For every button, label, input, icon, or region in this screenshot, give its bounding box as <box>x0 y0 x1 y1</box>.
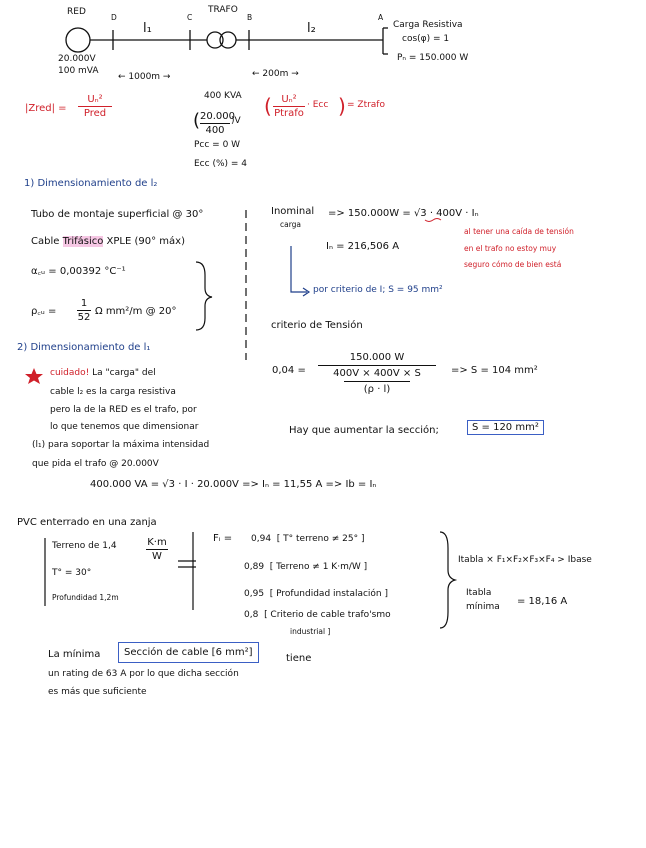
section1-heading: 1) Dimensionamiento de l₂ <box>24 178 158 189</box>
voltage-drop-denominator: 400V × 400V × S <box>333 368 421 379</box>
rho-denominator: 52 <box>77 312 91 323</box>
factor-1 <box>251 535 364 545</box>
carga-label: carga <box>280 220 302 229</box>
load-title: Carga Resistiva <box>393 20 463 30</box>
rho-cu-label: ρ꜀ᵤ = <box>31 306 57 317</box>
conclusion-line-3: es más que suficiente <box>48 687 147 697</box>
node-d: D <box>111 13 117 22</box>
ztrafo-ecc: · Ecc <box>307 100 329 110</box>
factor-4 <box>244 611 391 621</box>
factor-value: 0,95 <box>244 589 265 599</box>
caution-line-2: cable l₂ es la carga resistiva <box>50 387 176 397</box>
fraction-bar <box>344 381 410 382</box>
fraction-bar <box>318 365 436 366</box>
cable-type-highlight: Trifásico <box>62 236 104 247</box>
distance-l2: ← 200m → <box>252 69 299 79</box>
nominal-current-result: Iₙ = 216,506 A <box>326 241 400 252</box>
trafo-current-eq: 400.000 VA = √3 · I · 20.000V => Iₙ = 11,55 A => Ib = Iₙ <box>90 479 377 490</box>
ratio-fraction <box>200 111 235 136</box>
soil-resistivity: Terreno de 1,4 <box>52 541 117 551</box>
pvc-title: PVC enterrado en una zanja <box>17 517 157 528</box>
note-line-1: al tener una caída de tensión <box>464 227 574 236</box>
voltage-drop-result: => S = 104 mm² <box>451 365 538 376</box>
soil-temperature: T° = 30° <box>52 568 92 578</box>
cable-l2-label: l₂ <box>307 21 316 36</box>
trafo-pcc: Pcc = 0 W <box>194 140 241 150</box>
ratio-open-paren: ( <box>193 110 201 131</box>
note-line-3: seguro cómo de bien está <box>464 260 562 269</box>
cable-l1-label: l₁ <box>143 21 152 36</box>
caution-line-1 <box>50 369 156 379</box>
factor-desc: [ Criterio de cable trafo'smo <box>264 610 391 620</box>
ztrafo-result: = Ztrafo <box>347 100 385 110</box>
factor-desc: [ Profundidad instalación ] <box>269 589 389 599</box>
ztrafo-open-paren: ( <box>264 94 272 118</box>
caution-line-3: pero la de la RED es el trafo, por <box>50 405 197 415</box>
voltage-drop-fraction <box>318 352 436 395</box>
ztrafo-close-paren: ) <box>338 94 346 118</box>
node-a: A <box>378 13 384 22</box>
soil-unit <box>146 537 168 562</box>
node-b: B <box>247 13 253 22</box>
section1-result-box: S = 120 mm² <box>467 420 544 435</box>
factor-value: 0,8 <box>244 610 259 620</box>
fraction-bar <box>200 123 230 124</box>
zred-denominator: Pred <box>83 108 107 119</box>
current-criterion: por criterio de I; S = 95 mm² <box>313 285 443 295</box>
ztrafo-denominator: Ptrafo <box>274 108 304 119</box>
conclusion-line-2: un rating de 63 A por lo que dicha sección <box>48 669 239 679</box>
rho-fraction <box>77 298 91 323</box>
ratio-denominator: 400 <box>205 125 225 136</box>
nominal-current-eq: => 150.000W = √3 · 400V · Iₙ <box>328 208 479 219</box>
zred-fraction <box>78 94 112 119</box>
fraction-bar <box>273 106 305 107</box>
trafo-label: TRAFO <box>208 5 238 15</box>
caution-text: La "carga" del <box>92 368 156 378</box>
factor-desc: [ T° terreno ≠ 25° ] <box>276 534 365 544</box>
voltage-drop-denominator-2: (ρ · l) <box>363 384 391 395</box>
itabla-condition: Itabla × F₁×F₂×F₃×F₄ > Ibase <box>458 555 592 565</box>
trafo-ecc: Ecc (%) = 4 <box>194 159 248 169</box>
conclusion-prefix: La mínima <box>48 649 101 660</box>
factor-desc: [ Terreno ≠ 1 K·m/W ] <box>269 562 368 572</box>
alpha-cu: α꜀ᵤ = 0,00392 °C⁻¹ <box>31 266 126 277</box>
distance-l1: ← 1000m → <box>118 72 171 82</box>
red-power: 100 mVA <box>58 66 99 76</box>
zred-label: |Zred| = <box>25 103 67 114</box>
ztrafo-fraction <box>273 94 305 119</box>
soil-unit-num: K·m <box>147 537 167 548</box>
inominal-label: Inominal <box>271 206 315 217</box>
fraction-bar <box>77 310 91 311</box>
section2-heading: 2) Dimensionamiento de l₁ <box>17 342 151 353</box>
burial-depth: Profundidad 1,2m <box>52 593 119 602</box>
note-line-2: en el trafo no estoy muy <box>464 244 557 253</box>
caution-line-4: lo que tenemos que dimensionar <box>50 422 199 432</box>
cable-type-prefix: Cable <box>31 236 63 247</box>
caution-line-6: que pida el trafo @ 20.000V <box>32 459 159 469</box>
itabla-min-label-1: Itabla <box>466 588 492 598</box>
ratio-numerator: 20.000 <box>200 111 235 122</box>
factor-2 <box>244 563 367 573</box>
ratio-unit: )V <box>231 116 241 126</box>
rho-numerator: 1 <box>80 298 88 309</box>
load-power: Pₙ = 150.000 W <box>397 53 469 63</box>
cable-type-suffix: XPLE (90° máx) <box>103 236 185 247</box>
ztrafo-numerator: Uₙ² <box>281 94 297 105</box>
factor-4-cont: industrial ] <box>290 627 331 636</box>
factor-3 <box>244 590 388 600</box>
caution-line-5: (l₁) para soportar la máxima intensidad <box>32 440 210 450</box>
load-cos: cos(φ) = 1 <box>402 34 450 44</box>
conclusion-suffix: tiene <box>286 653 312 664</box>
fraction-bar <box>146 549 168 550</box>
factor-value: 0,89 <box>244 562 265 572</box>
fraction-bar <box>78 106 112 107</box>
voltage-criterion-title: criterio de Tensión <box>271 320 363 331</box>
red-label: RED <box>67 7 86 17</box>
node-c: C <box>187 13 193 22</box>
increase-section-text: Hay que aumentar la sección; <box>289 425 439 436</box>
cable-type <box>31 236 185 247</box>
caution-word: cuidado! <box>50 368 90 378</box>
install-method: Tubo de montaje superficial @ 30° <box>31 209 204 220</box>
itabla-min-value: = 18,16 A <box>517 596 568 607</box>
zred-numerator: Uₙ² <box>87 94 103 105</box>
factor-value: 0,94 <box>251 534 272 544</box>
rho-unit: Ω mm²/m @ 20° <box>95 306 177 317</box>
voltage-drop-lhs: 0,04 = <box>272 365 306 376</box>
voltage-drop-numerator: 150.000 W <box>349 352 405 363</box>
factors-label: Fᵢ = <box>213 533 233 544</box>
red-voltage: 20.000V <box>58 54 96 64</box>
soil-unit-den: W <box>152 551 162 562</box>
trafo-kva: 400 KVA <box>204 91 242 101</box>
itabla-min-label-2: mínima <box>466 602 500 612</box>
conclusion-box: Sección de cable [6 mm²] <box>118 642 259 663</box>
